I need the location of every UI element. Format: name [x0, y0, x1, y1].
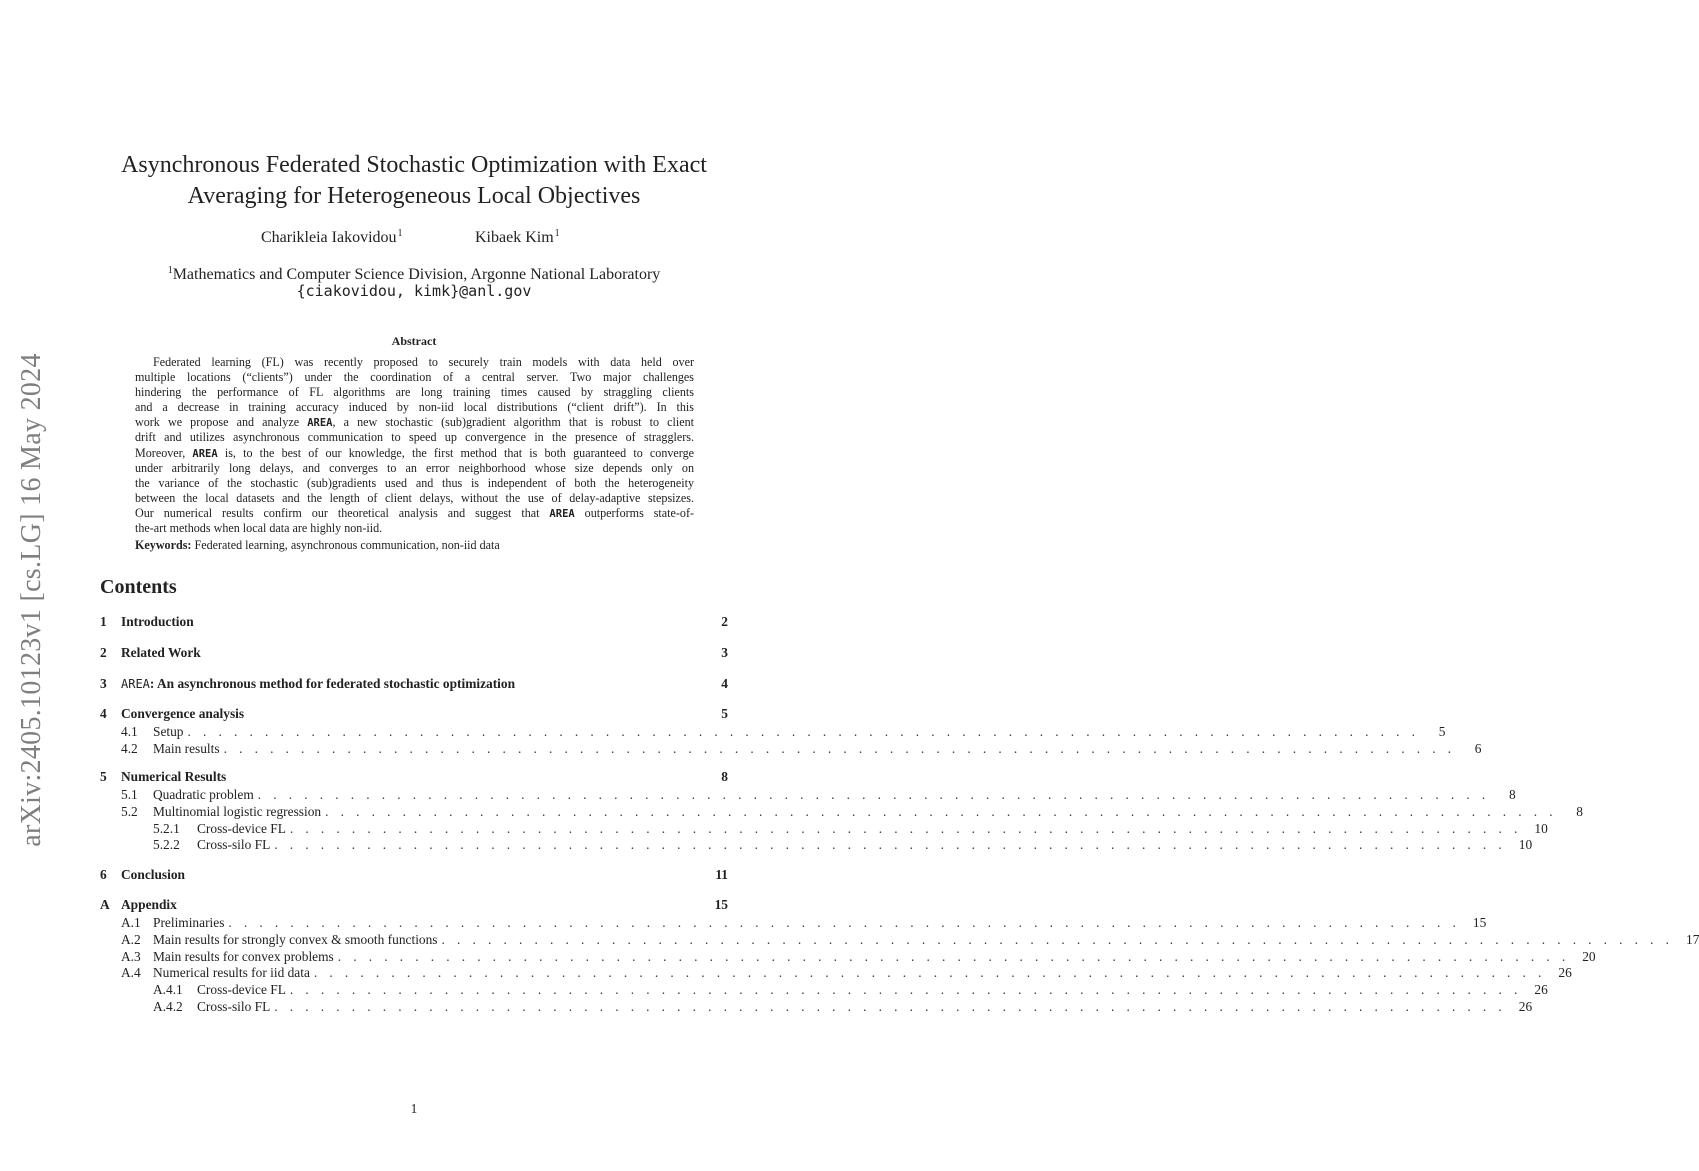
- toc-subsection[interactable]: [121, 965, 1572, 981]
- toc-subsection-number: 4.1: [121, 724, 138, 739]
- toc-subsection-page: 5: [1438, 724, 1446, 739]
- toc-subsection-title: Setup: [153, 724, 184, 739]
- toc-leader-dots: . . . . . . . . . . . . . . . . . . . . . . . . . . . . . . . . . . . . . . . . . . . . . . . . . . . . . . . . . . . . . . . . . . . . . . . . . . . . . . . .: [289, 820, 1522, 836]
- toc-section[interactable]: [100, 769, 728, 785]
- toc-subsection-number: 5.1: [121, 787, 138, 802]
- abstract-text: multiple locations (“clients”) under the coordination of a central server. Two major challenges: [135, 370, 694, 385]
- toc-section-title: Appendix: [121, 897, 177, 912]
- abstract-body: [135, 355, 694, 536]
- toc-subsection-title: Main results for strongly convex & smooth functions: [153, 931, 438, 947]
- toc-leader-dots: . . . . . . . . . . . . . . . . . . . . . . . . . . . . . . . . . . . . . . . . . . . . . . . . . . . . . . . . . . . . . . . . . . . . . . . . . . . . . . . .: [274, 999, 1507, 1014]
- abstract-text: is, to the best of our knowledge, the first method that is both guaranteed to converge: [217, 445, 695, 460]
- abstract-line: [135, 415, 694, 430]
- title-line-1: Asynchronous Federated Stochastic Optimization with Exact: [121, 152, 707, 178]
- toc-subsection-number: 5.2.2: [153, 837, 180, 853]
- toc-leader-dots: . . . . . . . . . . . . . . . . . . . . . . . . . . . . . . . . . . . . . . . . . . . . . . . . . . . . . . . . . . . . . . . . . . . . . . . . . . . . . . . .: [325, 803, 1557, 819]
- author-1: [261, 228, 403, 247]
- abstract-line: [135, 521, 694, 536]
- toc-subsection-page: 26: [1558, 965, 1572, 981]
- toc-subsection-page: 17: [1686, 931, 1699, 947]
- toc-section[interactable]: [100, 614, 728, 630]
- toc-subsection-number: A.4.2: [153, 999, 183, 1014]
- abstract-text: Moreover,: [135, 445, 193, 460]
- author-2-sup: 1: [554, 228, 560, 239]
- toc-section-title: Introduction: [121, 614, 194, 629]
- abstract-line: [135, 461, 694, 476]
- title-line-2: Averaging for Heterogeneous Local Objectives: [187, 183, 641, 209]
- algorithm-name: AREA: [549, 507, 575, 520]
- toc-subsection-title: Cross-device FL: [197, 982, 286, 998]
- abstract-line: [135, 385, 694, 400]
- contents-heading: Contents: [100, 576, 177, 598]
- toc-section-page: 3: [721, 645, 728, 660]
- toc-subsection-title: Preliminaries: [153, 915, 225, 930]
- toc-subsection-number: 5.2: [121, 803, 138, 819]
- keywords-label: Keywords:: [135, 538, 192, 552]
- toc-leader-dots: . . . . . . . . . . . . . . . . . . . . . . . . . . . . . . . . . . . . . . . . . . . . . . . . . . . . . . . . . . . . . . . . . . . . . . . . . . . . . . . .: [289, 982, 1522, 998]
- toc-subsection-title: Cross-device FL: [197, 820, 286, 836]
- toc-section-page: 4: [721, 676, 728, 691]
- page-number: 1: [410, 1101, 418, 1116]
- toc-section[interactable]: [100, 897, 728, 913]
- keywords: [135, 538, 500, 553]
- author-2: [475, 228, 560, 247]
- toc-subsection-number: A.4.1: [153, 982, 183, 998]
- toc-subsection-number: A.3: [121, 948, 141, 964]
- toc-subsection-page: 10: [1534, 820, 1548, 836]
- toc-subsection[interactable]: [121, 948, 1596, 965]
- arxiv-stamp-text: arXiv:2405.10123v1 [cs.LG] 16 May 2024: [16, 352, 47, 847]
- toc-leader-dots: . . . . . . . . . . . . . . . . . . . . . . . . . . . . . . . . . . . . . . . . . . . . . . . . . . . . . . . . . . . . . . . . . . . . . . . . . . . . . . . .: [223, 740, 1456, 756]
- algorithm-name: AREA: [307, 417, 333, 430]
- toc-subsection[interactable]: [121, 803, 1583, 820]
- abstract-heading: Abstract: [391, 334, 437, 348]
- toc-leader-dots: . . . . . . . . . . . . . . . . . . . . . . . . . . . . . . . . . . . . . . . . . . . . . . . . . . . . . . . . . . . . . . . . . . . . . . . . . . . . . . . .: [228, 915, 1461, 930]
- abstract-text: , a new stochastic (sub)gradient algorithm that is robust to client: [332, 415, 695, 430]
- affiliation-text: Mathematics and Computer Science Division, Argonne National Laboratory: [172, 266, 661, 283]
- toc-subsection-page: 8: [1576, 803, 1583, 819]
- toc-leader-dots: . . . . . . . . . . . . . . . . . . . . . . . . . . . . . . . . . . . . . . . . . . . . . . . . . . . . . . . . . . . . . . . . . . . . . . . . . . . . . . . .: [257, 787, 1490, 802]
- abstract-text: hindering the performance of FL algorithms are long training times caused by straggling clients: [135, 385, 694, 400]
- author-2-name: Kibaek Kim: [475, 229, 554, 246]
- arxiv-stamp: [18, 352, 46, 847]
- toc-section-number: 3: [100, 676, 107, 691]
- abstract-text: Federated learning (FL) was recently proposed to securely train models with data held over: [153, 355, 694, 369]
- toc-subsection-title: Quadratic problem: [153, 787, 254, 802]
- affiliation-sup: 1: [167, 265, 173, 276]
- abstract-text: and a decrease in training accuracy induced by non-iid local distributions (“client drift”). In this: [135, 400, 694, 415]
- toc-section[interactable]: [100, 706, 728, 722]
- toc-section-page: 11: [715, 867, 728, 882]
- abstract-line: [135, 491, 694, 506]
- toc-section-number: 4: [100, 706, 107, 721]
- toc-subsection[interactable]: [121, 787, 1516, 803]
- abstract-line: [135, 355, 694, 370]
- toc-subsection-page: 26: [1534, 982, 1548, 998]
- abstract-line: [135, 476, 694, 491]
- abstract-text: under arbitrarily long delays, and converges to an error neighborhood whose size depends only on: [135, 460, 694, 475]
- toc-subsection-title: Cross-silo FL: [197, 999, 271, 1014]
- toc-subsection-number: 4.2: [121, 740, 138, 756]
- toc-section-title: Convergence analysis: [121, 706, 245, 721]
- toc-subsection-page: 15: [1472, 915, 1487, 930]
- keywords-text: Federated learning, asynchronous communication, non-iid data: [194, 538, 500, 552]
- toc-subsection-title: Numerical results for iid data: [153, 965, 310, 981]
- toc-subsection-page: 10: [1518, 837, 1533, 853]
- abstract-line: [135, 430, 694, 445]
- toc-section-number: 5: [100, 769, 107, 784]
- toc-subsection-number: A.2: [121, 931, 141, 947]
- toc-section[interactable]: [100, 645, 728, 661]
- algorithm-name: AREA: [192, 447, 218, 460]
- abstract-line: [135, 370, 694, 385]
- toc-leader-dots: . . . . . . . . . . . . . . . . . . . . . . . . . . . . . . . . . . . . . . . . . . . . . . . . . . . . . . . . . . . . . . . . . . . . . . . . . . . . . . . .: [441, 931, 1674, 947]
- toc-subsection-page: 26: [1518, 999, 1533, 1014]
- toc-subsection-page: 6: [1474, 740, 1482, 756]
- toc-subsection-title: Main results for convex problems: [153, 948, 334, 964]
- author-1-sup: 1: [397, 228, 403, 239]
- toc-subsection[interactable]: [153, 820, 1548, 837]
- toc-subsection[interactable]: [121, 724, 1446, 740]
- abstract-text: the-art methods when local data are highly non-iid.: [135, 521, 383, 536]
- toc-section-page: 15: [714, 897, 728, 912]
- abstract-text: outperforms state-of-: [574, 505, 695, 520]
- toc-section-page: 2: [721, 614, 728, 629]
- toc-subsection[interactable]: [121, 915, 1487, 931]
- toc-leader-dots: . . . . . . . . . . . . . . . . . . . . . . . . . . . . . . . . . . . . . . . . . . . . . . . . . . . . . . . . . . . . . . . . . . . . . . . . . . . . . . . .: [337, 948, 1570, 964]
- toc-section-number: 1: [100, 614, 107, 629]
- toc-leader-dots: . . . . . . . . . . . . . . . . . . . . . . . . . . . . . . . . . . . . . . . . . . . . . . . . . . . . . . . . . . . . . . . . . . . . . . . . . . . . . . . .: [313, 965, 1546, 981]
- toc-subsection[interactable]: [153, 999, 1533, 1015]
- toc-subsection[interactable]: [121, 931, 1699, 948]
- toc-subsection-number: A.1: [121, 915, 141, 930]
- toc-leader-dots: . . . . . . . . . . . . . . . . . . . . . . . . . . . . . . . . . . . . . . . . . . . . . . . . . . . . . . . . . . . . . . . . . . . . . . . . . . . . . . . .: [274, 837, 1507, 853]
- toc-section-title: Conclusion: [121, 867, 185, 882]
- toc-subsection-number: A.4: [121, 965, 141, 981]
- toc-subsection-title: Multinomial logistic regression: [153, 803, 322, 819]
- paper-title: [100, 150, 728, 212]
- abstract-text: between the local datasets and the length of client delays, without the use of delay-adaptive stepsizes.: [135, 490, 694, 505]
- abstract-line: [135, 400, 694, 415]
- toc-section-page: 8: [721, 769, 728, 784]
- abstract-line: [135, 506, 694, 521]
- toc-section-number: 2: [100, 645, 107, 660]
- abstract-text: Our numerical results confirm our theoretical analysis and suggest that: [135, 505, 550, 520]
- abstract-line: [135, 446, 694, 461]
- toc-subsection-page: 20: [1582, 948, 1596, 964]
- toc-section-title: Numerical Results: [121, 769, 227, 784]
- algorithm-name: AREA: [121, 677, 150, 691]
- abstract-text: work we propose and analyze: [135, 415, 308, 430]
- toc-section-number: 6: [100, 867, 107, 882]
- toc-subsection-title: Cross-silo FL: [197, 837, 271, 853]
- toc-subsection-page: 8: [1508, 787, 1516, 802]
- toc-subsection-number: 5.2.1: [153, 820, 180, 836]
- abstract-text: drift and utilizes asynchronous communication to speed up convergence in the presence of stragglers.: [135, 430, 694, 445]
- author-1-name: Charikleia Iakovidou: [261, 229, 397, 246]
- toc-section-page: 5: [721, 706, 728, 721]
- abstract-text: the variance of the stochastic (sub)gradients used and thus is independent of both the heterogeneity: [135, 475, 694, 490]
- toc-section[interactable]: [100, 867, 728, 883]
- toc-section-title: Related Work: [121, 645, 201, 660]
- toc-subsection[interactable]: [153, 837, 1533, 853]
- author-email: {ciakovidou, kimk}@anl.gov: [296, 282, 532, 300]
- toc-subsection[interactable]: [153, 982, 1548, 998]
- toc-leader-dots: . . . . . . . . . . . . . . . . . . . . . . . . . . . . . . . . . . . . . . . . . . . . . . . . . . . . . . . . . . . . . . . . . . . . . . . . . . . . . . . .: [187, 724, 1420, 739]
- toc-section[interactable]: [100, 676, 728, 692]
- toc-subsection[interactable]: [121, 740, 1482, 757]
- toc-subsection-title: Main results: [153, 740, 220, 756]
- toc-section-number: A: [100, 897, 110, 912]
- toc-section-title: AREA: An asynchronous method for federated stochastic optimization: [121, 676, 516, 691]
